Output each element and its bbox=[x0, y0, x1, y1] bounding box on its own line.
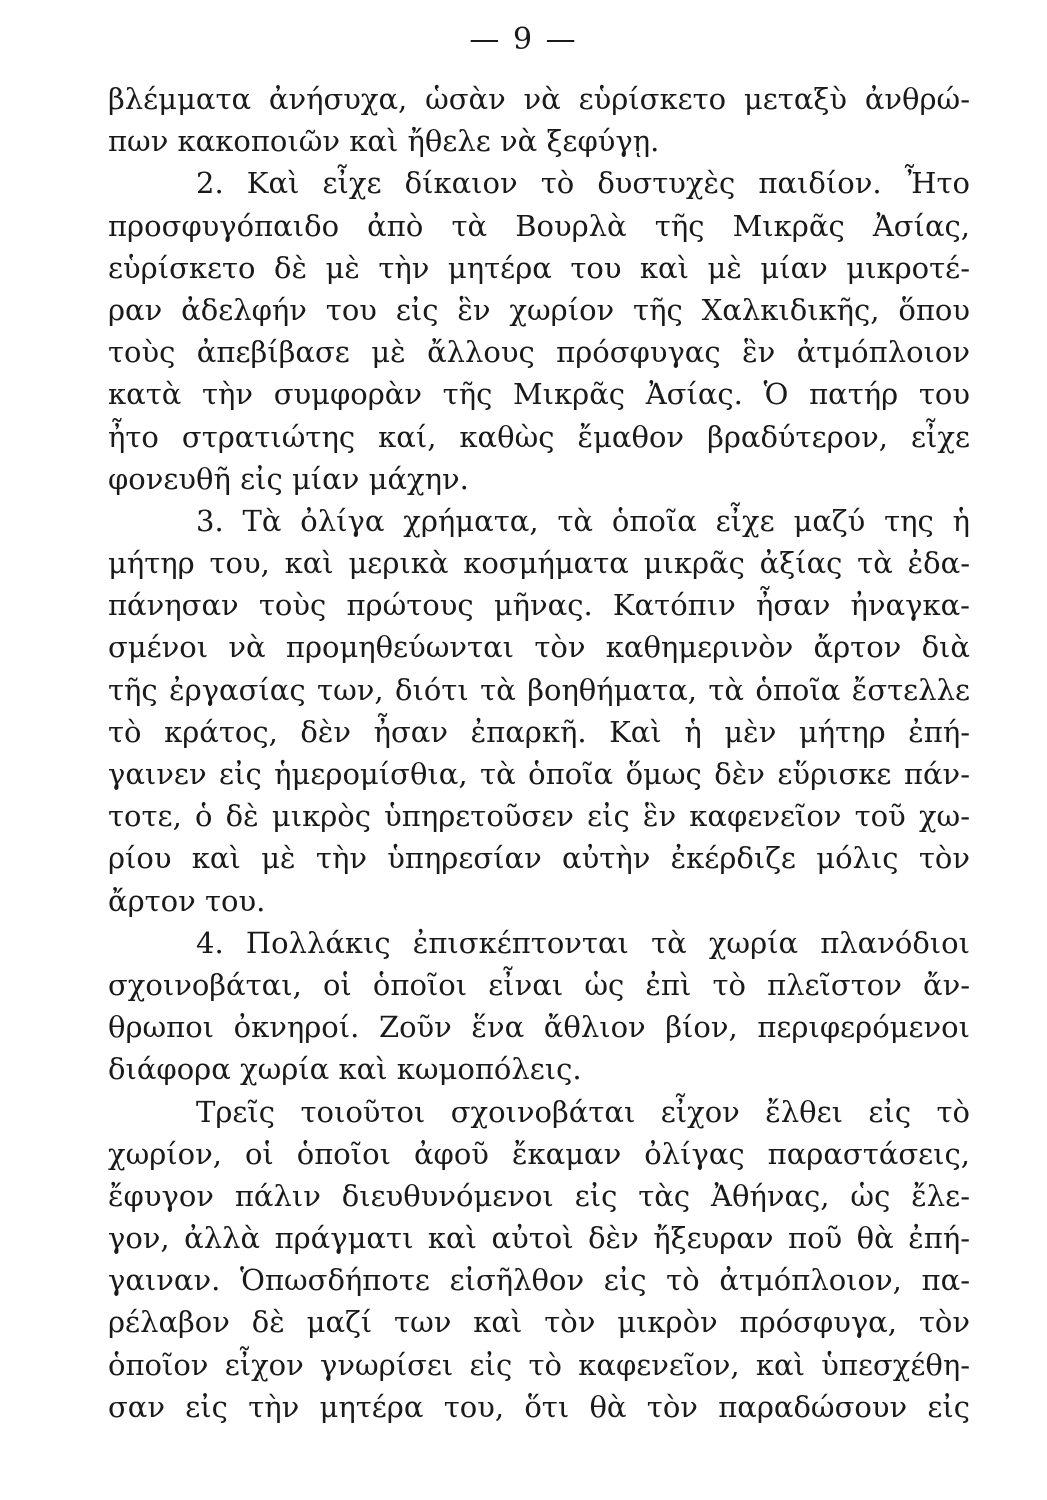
text-line: εὑρίσκετο δὲ μὲ τὴν μητέρα του καὶ μὲ μίαν μικροτέ- bbox=[108, 250, 970, 285]
body-text bbox=[108, 78, 970, 1428]
text-line: ραν ἀδελφήν του εἰς ἓν χωρίον τῆς Χαλκιδικῆς, ὅπου bbox=[108, 292, 970, 327]
text-line: 3. Τὰ ὀλίγα χρήματα, τὰ ὁποῖα εἶχε μαζύ της ἡ bbox=[196, 503, 970, 538]
text-line: ἄρτον του. bbox=[108, 883, 266, 918]
text-line: τοτε, ὁ δὲ μικρὸς ὑπηρετοῦσεν εἰς ἓν καφενεῖον τοῦ χω- bbox=[108, 799, 970, 834]
text-line: πάνησαν τοὺς πρώτους μῆνας. Κατόπιν ἦσαν ἠναγκα- bbox=[108, 588, 970, 623]
text-line: 2. Καὶ εἶχε δίκαιον τὸ δυστυχὲς παιδίον. Ἦτο bbox=[196, 166, 970, 201]
text-line: τοὺς ἀπεβίβασε μὲ ἄλλους πρόσφυγας ἓν ἀτμόπλοιον bbox=[108, 335, 970, 370]
text-line: πων κακοποιῶν καὶ ἤθελε νὰ ξεφύγῃ. bbox=[108, 124, 660, 159]
text-line: γαιναν. Ὁπωσδήποτε εἰσῆλθον εἰς τὸ ἀτμόπλοιον, πα- bbox=[108, 1263, 970, 1298]
text-line: γον, ἀλλὰ πράγματι καὶ αὐτοὶ δὲν ἤξευραν ποῦ θὰ ἐπή- bbox=[108, 1221, 970, 1256]
page-number: — 9 — bbox=[469, 22, 578, 57]
text-line: προσφυγόπαιδο ἀπὸ τὰ Βουρλὰ τῆς Μικρᾶς Ἀσίας, bbox=[108, 208, 970, 243]
text-line: μήτηρ του, καὶ μερικὰ κοσμήματα μικρᾶς ἀξίας τὰ ἐδα- bbox=[108, 546, 970, 581]
text-line: Τρεῖς τοιοῦτοι σχοινοβάται εἶχον ἔλθει εἰς τὸ bbox=[196, 1094, 970, 1129]
text-line: τῆς ἐργασίας των, διότι τὰ βοηθήματα, τὰ ὁποῖα ἔστελλε bbox=[108, 672, 970, 707]
text-line: φονευθῆ εἰς μίαν μάχην. bbox=[108, 461, 469, 496]
text-line: τὸ κράτος, δὲν ἦσαν ἐπαρκῆ. Καὶ ἡ μὲν μήτηρ ἐπή- bbox=[108, 714, 970, 749]
text-line: σχοινοβάται, οἱ ὁποῖοι εἶναι ὡς ἐπὶ τὸ πλεῖστον ἄν- bbox=[108, 967, 970, 1002]
text-line: θρωποι ὀκνηροί. Ζοῦν ἕνα ἄθλιον βίον, περιφερόμενοι bbox=[108, 1010, 970, 1045]
text-line: σμένοι νὰ προμηθεύωνται τὸν καθημερινὸν ἄρτον διὰ bbox=[108, 630, 970, 665]
text-line: κατὰ τὴν συμφορὰν τῆς Μικρᾶς Ἀσίας. Ὁ πατήρ του bbox=[108, 377, 970, 412]
text-line: ἦτο στρατιώτης καί, καθὼς ἔμαθον βραδύτερον, εἶχε bbox=[108, 419, 970, 454]
text-line: βλέμματα ἀνήσυχα, ὡσὰν νὰ εὑρίσκετο μεταξὺ ἀνθρώ- bbox=[108, 82, 970, 116]
text-line: ρίου καὶ μὲ τὴν ὑπηρεσίαν αὐτὴν ἐκέρδιζε μόλις τὸν bbox=[108, 841, 970, 876]
text-line: ἔφυγον πάλιν διευθυνόμενοι εἰς τὰς Ἀθήνας, ὡς ἔλε- bbox=[108, 1178, 970, 1213]
text-line: ρέλαβον δὲ μαζί των καὶ τὸν μικρὸν πρόσφυγα, τὸν bbox=[108, 1305, 970, 1340]
text-line: χωρίον, οἱ ὁποῖοι ἀφοῦ ἔκαμαν ὀλίγας παραστάσεις, bbox=[108, 1136, 970, 1171]
text-line: σαν εἰς τὴν μητέρα του, ὅτι θὰ τὸν παραδώσουν εἰς bbox=[108, 1389, 970, 1424]
text-line: γαινεν εἰς ἡμερομίσθια, τὰ ὁποῖα ὅμως δὲν εὕρισκε πάν- bbox=[108, 757, 970, 791]
text-line: 4. Πολλάκις ἐπισκέπτονται τὰ χωρία πλανόδιοι bbox=[196, 925, 970, 960]
text-line: διάφορα χωρία καὶ κωμοπόλεις. bbox=[108, 1052, 582, 1087]
text-line: ὁποῖον εἶχον γνωρίσει εἰς τὸ καφενεῖον, καὶ ὑπεσχέθη- bbox=[108, 1347, 970, 1382]
